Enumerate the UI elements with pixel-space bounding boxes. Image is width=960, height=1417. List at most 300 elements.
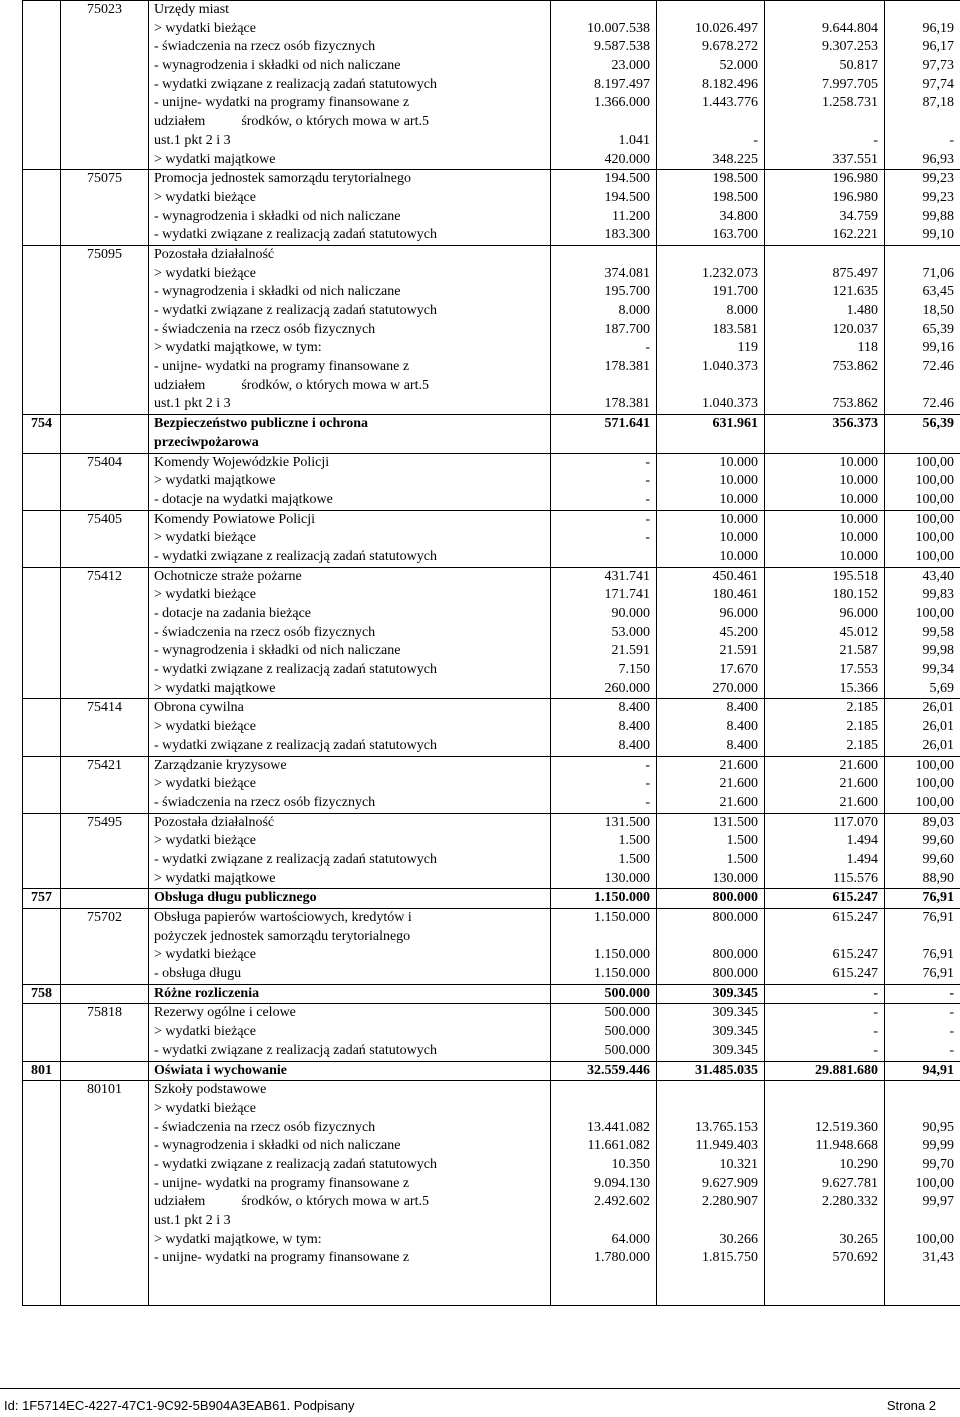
plan-value: 11.661.082 [551,1137,650,1156]
execution-percent-cell [885,1061,960,1081]
plan-value-cell [551,1081,657,1306]
plan-value [551,377,650,396]
plan-value: 194.500 [551,189,650,208]
execution-percent: 99,60 [885,851,954,870]
plan-value [551,1,650,20]
description-line: Ochotnicze straże pożarne [154,568,550,587]
execution-percent [885,113,954,132]
execution-percent: 99,60 [885,832,954,851]
description-line: - obsługa długu [154,965,550,984]
plan-value: 1.150.000 [551,946,650,965]
execution-percent: 88,90 [885,870,954,889]
execution-percent [885,1,954,20]
execution-value: 196.980 [765,170,878,189]
chapter-code: 75412 [61,567,149,699]
execution-value-cell [765,1004,885,1061]
description-line: - unijne- wydatki na programy finansowane z [154,1175,550,1194]
plan-value-cell [551,453,657,510]
plan-after-changes-value: 309.345 [657,985,758,1004]
execution-value-cell [765,1081,885,1306]
plan-after-changes-value: 309.345 [657,1023,758,1042]
description-line: - wynagrodzenia i składki od nich naliczane [154,208,550,227]
plan-value: 131.500 [551,814,650,833]
plan-value: - [551,339,650,358]
plan-after-changes-value-cell [657,415,765,453]
plan-after-changes-value: 10.000 [657,491,758,510]
execution-percent: - [885,1004,954,1023]
execution-value: 180.152 [765,586,878,605]
description-line [154,113,550,132]
plan-after-changes-value: 198.500 [657,189,758,208]
execution-value-cell [765,170,885,246]
plan-after-changes-value: 183.581 [657,321,758,340]
execution-value: 7.997.705 [765,76,878,95]
chapter-row [23,1004,960,1061]
plan-after-changes-value-cell [657,1061,765,1081]
execution-value: 2.280.332 [765,1193,878,1212]
execution-percent: 31,43 [885,1249,954,1268]
plan-value: - [551,454,650,473]
execution-value: 9.644.804 [765,20,878,39]
execution-percent-cell [885,1081,960,1306]
plan-value: 90.000 [551,605,650,624]
plan-after-changes-value: 34.800 [657,208,758,227]
description-line: > wydatki majątkowe, w tym: [154,1231,550,1250]
execution-percent [885,246,954,265]
chapter-code [61,1061,149,1081]
section-code [23,170,61,246]
execution-percent: 99,23 [885,170,954,189]
execution-percent: 100,00 [885,472,954,491]
plan-value: 1.780.000 [551,1249,650,1268]
description-line: - świadczenia na rzecz osób fizycznych [154,794,550,813]
plan-after-changes-value-cell [657,909,765,985]
plan-after-changes-value: 9.678.272 [657,38,758,57]
description-line: - wynagrodzenia i składki od nich naliczane [154,283,550,302]
plan-after-changes-value-cell [657,1,765,170]
plan-value-cell [551,1061,657,1081]
execution-value-cell [765,889,885,909]
section-code [23,1081,61,1306]
description-line: ust.1 pkt 2 i 3 [154,132,550,151]
plan-value: 500.000 [551,1023,650,1042]
execution-percent: 76,91 [885,965,954,984]
plan-value [551,1212,650,1231]
chapter-code: 75095 [61,245,149,414]
plan-value-cell [551,245,657,414]
chapter-code [61,984,149,1004]
execution-percent: 100,00 [885,1231,954,1250]
line-descriptions [149,1081,551,1306]
description-line: ust.1 pkt 2 i 3 [154,395,550,414]
execution-value [765,377,878,396]
execution-value: 753.862 [765,358,878,377]
execution-value [765,1268,878,1287]
execution-percent [885,434,954,453]
execution-percent: 72.46 [885,358,954,377]
plan-after-changes-value: 21.591 [657,642,758,661]
plan-value: - [551,511,650,530]
chapter-code: 75404 [61,453,149,510]
plan-after-changes-value [657,1268,758,1287]
execution-value: 12.519.360 [765,1119,878,1138]
plan-value: 10.350 [551,1156,650,1175]
execution-percent: 100,00 [885,548,954,567]
execution-percent: 100,00 [885,605,954,624]
plan-value: 21.591 [551,642,650,661]
plan-after-changes-value: 10.321 [657,1156,758,1175]
chapter-code [61,415,149,453]
budget-table-body [23,1,960,1306]
plan-after-changes-value [657,1081,758,1100]
execution-value: 875.497 [765,265,878,284]
execution-percent: 26,01 [885,699,954,718]
plan-value: 8.197.497 [551,76,650,95]
execution-percent: - [885,1042,954,1061]
plan-after-changes-value: 21.600 [657,794,758,813]
execution-value: 570.692 [765,1249,878,1268]
execution-value: 30.265 [765,1231,878,1250]
execution-value: 356.373 [765,415,878,434]
description-line: przeciwpożarowa [154,434,550,453]
execution-value: 115.576 [765,870,878,889]
description-line: Różne rozliczenia [154,985,550,1004]
description-line: > wydatki majątkowe [154,680,550,699]
plan-value: 11.200 [551,208,650,227]
plan-after-changes-value [657,928,758,947]
plan-value-cell [551,813,657,889]
description-line: Bezpieczeństwo publiczne i ochrona [154,415,550,434]
description-line: Obsługa długu publicznego [154,889,550,908]
description-line: > wydatki majątkowe [154,870,550,889]
plan-value: 178.381 [551,395,650,414]
execution-value: - [765,985,878,1004]
plan-after-changes-value: 8.400 [657,699,758,718]
chapter-row [23,453,960,510]
description-line: - wydatki związane z realizacją zadań statutowych [154,76,550,95]
plan-after-changes-value-cell [657,1081,765,1306]
description-line: - wynagrodzenia i składki od nich naliczane [154,642,550,661]
execution-percent: 100,00 [885,757,954,776]
execution-percent-cell [885,1004,960,1061]
execution-value-cell [765,1061,885,1081]
description-line: - świadczenia na rzecz osób fizycznych [154,38,550,57]
plan-value: 9.094.130 [551,1175,650,1194]
execution-percent: 100,00 [885,1175,954,1194]
plan-after-changes-value: 1.815.750 [657,1249,758,1268]
execution-value: 2.185 [765,699,878,718]
plan-value: 500.000 [551,985,650,1004]
chapter-row [23,813,960,889]
execution-value: 196.980 [765,189,878,208]
execution-value: 1.480 [765,302,878,321]
description-line: - dotacje na zadania bieżące [154,605,550,624]
plan-value: 8.400 [551,737,650,756]
plan-value: 374.081 [551,265,650,284]
execution-value [765,434,878,453]
execution-percent: 90,95 [885,1119,954,1138]
chapter-row [23,510,960,567]
description-line: Oświata i wychowanie [154,1062,550,1081]
plan-after-changes-value: 1.500 [657,851,758,870]
execution-percent: 26,01 [885,737,954,756]
execution-percent: 76,91 [885,946,954,965]
execution-percent [885,1212,954,1231]
execution-value-cell [765,909,885,985]
plan-value-cell [551,1004,657,1061]
plan-value-cell [551,1,657,170]
execution-value: - [765,1004,878,1023]
plan-after-changes-value: 800.000 [657,946,758,965]
execution-value [765,1287,878,1306]
execution-value-cell [765,756,885,813]
execution-percent: 97,73 [885,57,954,76]
description-line: Urzędy miast [154,1,550,20]
description-line: > wydatki bieżące [154,1100,550,1119]
chapter-code: 75702 [61,909,149,985]
section-code: 801 [23,1061,61,1081]
execution-percent: 99,34 [885,661,954,680]
plan-after-changes-value: 800.000 [657,965,758,984]
budget-table [22,0,960,1306]
plan-value: - [551,757,650,776]
plan-after-changes-value: 1.040.373 [657,358,758,377]
line-descriptions [149,1061,551,1081]
plan-after-changes-value: 13.765.153 [657,1119,758,1138]
plan-value-cell [551,984,657,1004]
plan-value: 2.492.602 [551,1193,650,1212]
description-line: Zarządzanie kryzysowe [154,757,550,776]
execution-value: 1.494 [765,851,878,870]
plan-value: - [551,491,650,510]
execution-percent [885,1100,954,1119]
plan-after-changes-value: 8.182.496 [657,76,758,95]
execution-percent-cell [885,170,960,246]
execution-percent: 100,00 [885,511,954,530]
description-line: ust.1 pkt 2 i 3 [154,1212,550,1231]
execution-percent: 99,88 [885,208,954,227]
plan-value: 1.366.000 [551,94,650,113]
plan-after-changes-value-cell [657,984,765,1004]
execution-percent: 65,39 [885,321,954,340]
execution-percent: 94,91 [885,1062,954,1081]
execution-percent-cell [885,813,960,889]
line-descriptions [149,1,551,170]
plan-value: 195.700 [551,283,650,302]
execution-value: 10.290 [765,1156,878,1175]
plan-after-changes-value: 800.000 [657,909,758,928]
description-fragment: środków, o których mowa w art.5 [241,114,429,129]
description-line: - wydatki związane z realizacją zadań statutowych [154,661,550,680]
execution-percent: 56,39 [885,415,954,434]
chapter-row [23,1081,960,1306]
plan-value: 8.400 [551,718,650,737]
execution-value [765,1100,878,1119]
plan-value [551,1287,650,1306]
description-line: Promocja jednostek samorządu terytorialnego [154,170,550,189]
execution-value: 17.553 [765,661,878,680]
execution-value [765,1212,878,1231]
description-fragment: środków, o których mowa w art.5 [241,378,429,393]
chapter-code [61,889,149,909]
plan-after-changes-value: 52.000 [657,57,758,76]
plan-after-changes-value-cell [657,567,765,699]
description-line: > wydatki bieżące [154,832,550,851]
plan-after-changes-value: 21.600 [657,775,758,794]
chapter-row [23,1,960,170]
section-code: 754 [23,415,61,453]
plan-after-changes-value: 10.000 [657,548,758,567]
plan-value: 10.007.538 [551,20,650,39]
section-code: 757 [23,889,61,909]
plan-after-changes-value: 1.500 [657,832,758,851]
execution-value: 195.518 [765,568,878,587]
execution-value: 118 [765,339,878,358]
description-line: > wydatki bieżące [154,586,550,605]
description-line: Komendy Powiatowe Policji [154,511,550,530]
description-fragment: udziałem [154,378,205,393]
plan-after-changes-value: 10.000 [657,472,758,491]
plan-value: 500.000 [551,1004,650,1023]
execution-value: 9.627.781 [765,1175,878,1194]
description-line: Rezerwy ogólne i celowe [154,1004,550,1023]
plan-value: 500.000 [551,1042,650,1061]
execution-percent-cell [885,756,960,813]
plan-value-cell [551,909,657,985]
line-descriptions [149,510,551,567]
description-line: Obrona cywilna [154,699,550,718]
plan-value: 1.150.000 [551,909,650,928]
description-line: - wydatki związane z realizacją zadań statutowych [154,226,550,245]
plan-value: 23.000 [551,57,650,76]
plan-value-cell [551,170,657,246]
description-line: - wynagrodzenia i składki od nich naliczane [154,57,550,76]
page-footer [0,1388,960,1417]
execution-percent-cell [885,984,960,1004]
plan-after-changes-value-cell [657,245,765,414]
execution-value [765,928,878,947]
execution-value: - [765,132,878,151]
plan-value: - [551,794,650,813]
plan-value: - [551,775,650,794]
chapter-row [23,756,960,813]
chapter-row [23,699,960,756]
section-row [23,984,960,1004]
plan-after-changes-value: 800.000 [657,889,758,908]
execution-value: 10.000 [765,491,878,510]
section-code: 758 [23,984,61,1004]
execution-percent: 100,00 [885,491,954,510]
execution-value: - [765,1023,878,1042]
plan-after-changes-value: 631.961 [657,415,758,434]
execution-value: 615.247 [765,965,878,984]
execution-percent-cell [885,453,960,510]
chapter-code: 75405 [61,510,149,567]
execution-percent: - [885,132,954,151]
document-signature-id: Id: 1F5714EC-4227-47C1-9C92-5B904A3EAB61. Podpisany [4,1398,355,1413]
plan-value: 171.741 [551,586,650,605]
description-fragment: udziałem [154,114,205,129]
section-row [23,1061,960,1081]
plan-after-changes-value: 9.627.909 [657,1175,758,1194]
description-line: Szkoły podstawowe [154,1081,550,1100]
plan-after-changes-value: - [657,132,758,151]
execution-value-cell [765,813,885,889]
description-line: > wydatki majątkowe [154,472,550,491]
execution-percent: - [885,985,954,1004]
plan-after-changes-value: 10.026.497 [657,20,758,39]
description-line: - dotacje na wydatki majątkowe [154,491,550,510]
description-line: - świadczenia na rzecz osób fizycznych [154,321,550,340]
plan-after-changes-value: 131.500 [657,814,758,833]
execution-value: 21.587 [765,642,878,661]
description-line: > wydatki bieżące [154,529,550,548]
plan-after-changes-value-cell [657,453,765,510]
description-line: Obsługa papierów wartościowych, kredytów i [154,909,550,928]
execution-percent: 99,97 [885,1193,954,1212]
plan-after-changes-value: 8.000 [657,302,758,321]
chapter-code: 75075 [61,170,149,246]
line-descriptions [149,756,551,813]
execution-value: 2.185 [765,718,878,737]
execution-percent-cell [885,245,960,414]
plan-value [551,1100,650,1119]
execution-percent: 99,23 [885,189,954,208]
execution-percent: 99,83 [885,586,954,605]
chapter-code: 75421 [61,756,149,813]
execution-value: 162.221 [765,226,878,245]
plan-after-changes-value: 119 [657,339,758,358]
plan-after-changes-value [657,1287,758,1306]
plan-value: 8.400 [551,699,650,718]
plan-value-cell [551,415,657,453]
chapter-code: 75414 [61,699,149,756]
line-descriptions [149,984,551,1004]
description-line: - wydatki związane z realizacją zadań statutowych [154,737,550,756]
plan-value: 420.000 [551,151,650,170]
description-line [154,377,550,396]
execution-percent-cell [885,909,960,985]
plan-after-changes-value: 2.280.907 [657,1193,758,1212]
execution-percent: 100,00 [885,529,954,548]
chapter-row [23,170,960,246]
execution-value: 337.551 [765,151,878,170]
description-line: - wynagrodzenia i składki od nich naliczane [154,1137,550,1156]
line-descriptions [149,415,551,453]
execution-percent: - [885,1023,954,1042]
plan-value-cell [551,756,657,813]
section-row [23,415,960,453]
plan-value: 183.300 [551,226,650,245]
plan-value: 7.150 [551,661,650,680]
plan-after-changes-value [657,113,758,132]
description-line: > wydatki bieżące [154,946,550,965]
section-code [23,813,61,889]
line-descriptions [149,1004,551,1061]
section-code [23,567,61,699]
description-line: - świadczenia na rzecz osób fizycznych [154,624,550,643]
chapter-code: 80101 [61,1081,149,1306]
execution-value-cell [765,1,885,170]
section-code [23,699,61,756]
execution-value: 21.600 [765,794,878,813]
plan-value: 1.500 [551,832,650,851]
execution-value-cell [765,984,885,1004]
execution-value: 11.948.668 [765,1137,878,1156]
execution-value [765,113,878,132]
description-line: - świadczenia na rzecz osób fizycznych [154,1119,550,1138]
execution-percent [885,1081,954,1100]
